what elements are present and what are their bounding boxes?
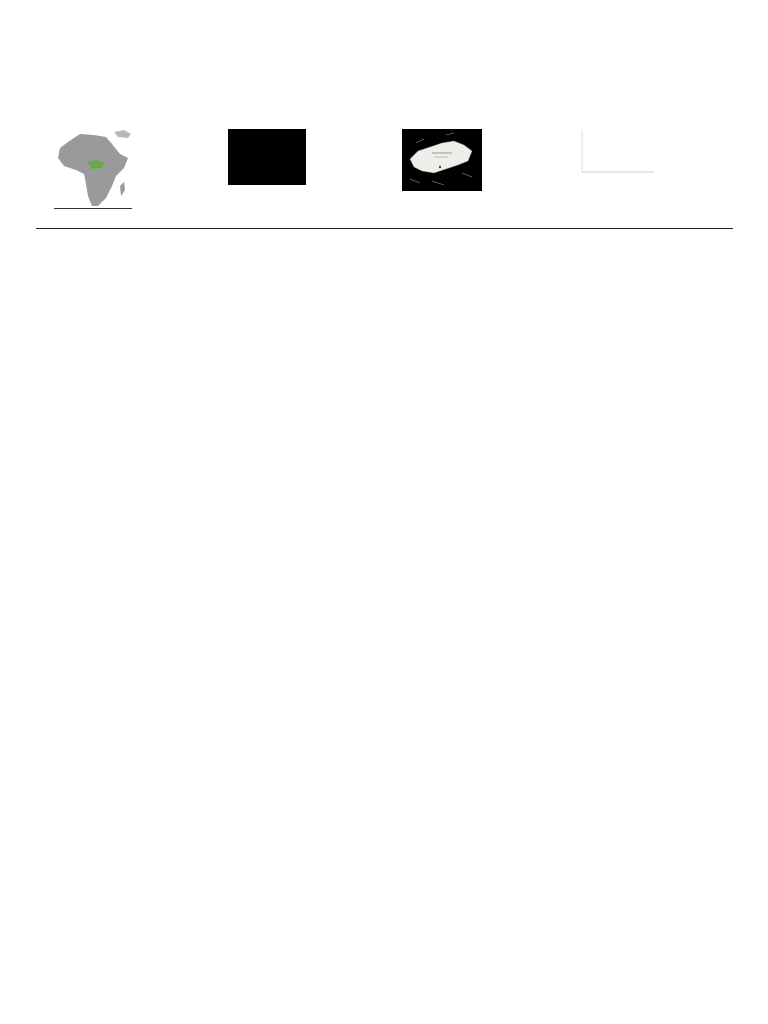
page-title <box>49 56 56 88</box>
population-pyramid-graphic <box>578 128 656 178</box>
country-map-graphic <box>402 129 482 191</box>
locator-map-graphic <box>54 128 132 208</box>
locator-map-underline <box>54 208 132 209</box>
print-header <box>34 18 734 32</box>
population-pyramid-image[interactable] <box>578 128 656 178</box>
image-strip <box>0 128 768 218</box>
locator-map-image[interactable] <box>54 128 132 210</box>
flag-graphic <box>228 129 306 185</box>
country-map-image[interactable] <box>402 129 482 191</box>
horizontal-divider <box>36 228 733 229</box>
summary-content <box>63 247 713 294</box>
print-footer <box>34 992 734 1006</box>
flag-image[interactable] <box>228 129 306 185</box>
area-values <box>63 256 713 285</box>
